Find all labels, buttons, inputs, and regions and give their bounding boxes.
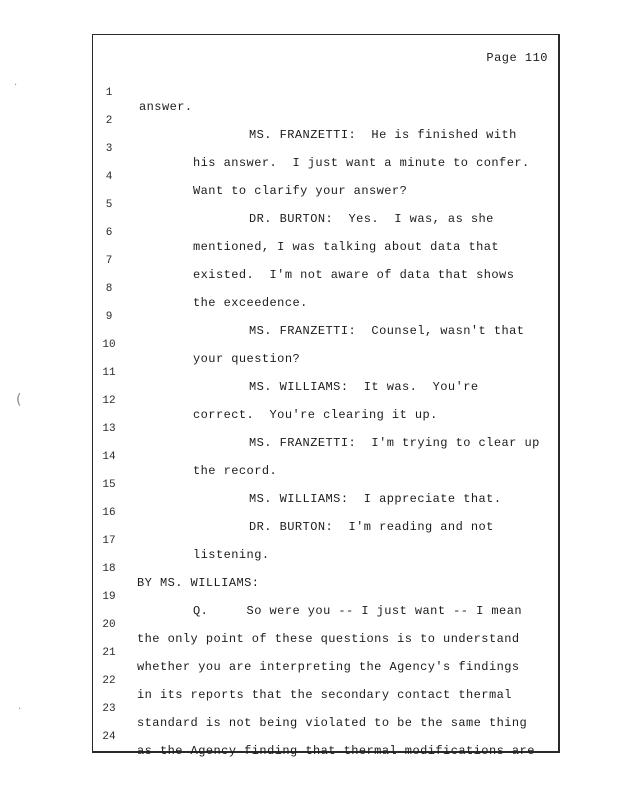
line-number: 2: [105, 115, 113, 127]
line-text: listening.: [193, 548, 270, 562]
line-text: the only point of these questions is to understand: [137, 632, 520, 646]
line-number: 23: [102, 703, 116, 715]
line-text: MS. FRANZETTI: I'm trying to clear up: [249, 436, 540, 450]
margin-speck: ·: [14, 80, 18, 91]
line-text: MS. FRANZETTI: He is finished with: [249, 128, 517, 142]
line-number: 12: [102, 395, 116, 407]
line-number: 16: [102, 507, 116, 519]
transcript-line: [93, 184, 558, 226]
line-number: 19: [102, 591, 116, 603]
transcript-line: [93, 688, 558, 730]
line-number: 6: [105, 227, 113, 239]
line-text: correct. You're clearing it up.: [193, 408, 438, 422]
line-number: 13: [102, 423, 116, 435]
transcript-page: [92, 34, 560, 758]
transcript-line: [93, 380, 558, 422]
transcript-line: [93, 632, 558, 674]
transcript-line: [93, 156, 558, 198]
transcript-line: [93, 492, 558, 534]
line-text: the exceedence.: [193, 296, 308, 310]
transcript-line: [93, 576, 558, 618]
line-number: 3: [105, 143, 113, 155]
transcript-line: [93, 268, 558, 310]
line-number: 4: [105, 171, 113, 183]
margin-speck: (: [16, 392, 22, 408]
line-text: his answer. I just want a minute to confer.: [193, 156, 530, 170]
transcript-line: [93, 604, 558, 646]
line-number: 7: [105, 255, 113, 267]
line-text: in its reports that the secondary contact thermal: [137, 688, 512, 702]
line-number: 17: [102, 535, 116, 547]
line-number: 11: [102, 367, 116, 379]
line-number: 15: [102, 479, 116, 491]
transcript-line: [93, 352, 558, 394]
transcript-line: [93, 128, 558, 170]
transcript-line: [93, 520, 558, 562]
line-number: 14: [102, 451, 116, 463]
transcript-line: [93, 72, 558, 114]
line-number: 8: [105, 283, 113, 295]
line-number: 18: [102, 563, 116, 575]
transcript-line: [93, 324, 558, 366]
line-text: Want to clarify your answer?: [193, 184, 408, 198]
transcript-line: [93, 660, 558, 702]
line-text: MS. WILLIAMS: I appreciate that.: [249, 492, 502, 506]
margin-speck: ·: [18, 704, 22, 715]
transcript-line: [93, 296, 558, 338]
line-text: BY MS. WILLIAMS:: [137, 576, 260, 590]
line-number: 5: [105, 199, 113, 211]
line-text: the record.: [193, 464, 278, 478]
line-number: 1: [105, 87, 113, 99]
transcript-line: [93, 408, 558, 450]
line-text: DR. BURTON: I'm reading and not: [249, 520, 494, 534]
line-number: 10: [102, 339, 116, 351]
transcript-line: [93, 464, 558, 506]
line-number: 24: [102, 731, 116, 743]
line-text: your question?: [193, 352, 301, 366]
line-number: 21: [102, 647, 116, 659]
line-number: 20: [102, 619, 116, 631]
line-text: answer.: [139, 100, 193, 114]
line-text: whether you are interpreting the Agency's findings: [137, 660, 520, 674]
page-number: Page 110: [486, 51, 548, 65]
transcript-line: [93, 716, 558, 758]
line-text: MS. WILLIAMS: It was. You're: [249, 380, 479, 394]
transcript-line: [93, 548, 558, 590]
line-text: DR. BURTON: Yes. I was, as she: [249, 212, 494, 226]
line-number: 9: [105, 311, 113, 323]
transcript-line: [93, 100, 558, 142]
line-text: standard is not being violated to be the same thing: [137, 716, 528, 730]
line-number: 22: [102, 675, 116, 687]
transcript-line: [93, 212, 558, 254]
line-text: Q. So were you -- I just want -- I mean: [193, 604, 523, 618]
line-text: existed. I'm not aware of data that shows: [193, 268, 515, 282]
line-text: mentioned, I was talking about data that: [193, 240, 500, 254]
line-text: as the Agency finding that thermal modifications are: [137, 744, 535, 758]
transcript-line: [93, 240, 558, 282]
transcript-line: [93, 436, 558, 478]
line-text: MS. FRANZETTI: Counsel, wasn't that: [249, 324, 525, 338]
